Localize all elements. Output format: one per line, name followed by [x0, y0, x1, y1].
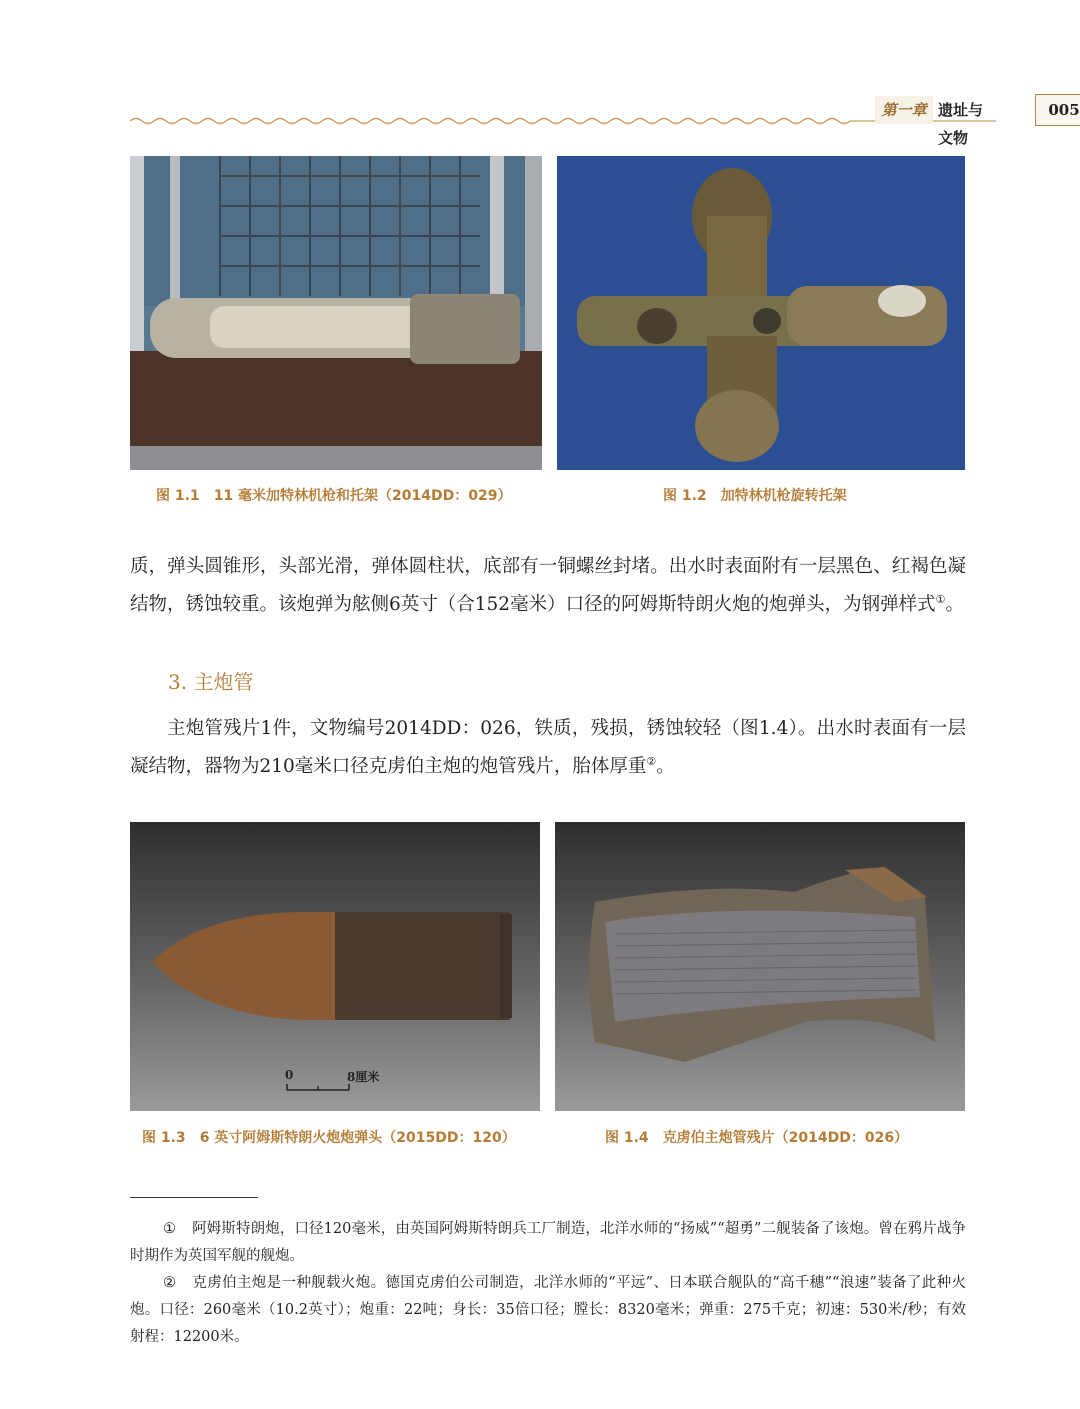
- section-heading: 3. 主炮管: [168, 670, 254, 694]
- paragraph-text: 主炮管残片1件，文物编号2014DD：026，铁质，残损，锈蚀较轻（图1.4）。出水时表面有一层凝结物，器物为210毫米口径克虏伯主炮的炮管残片，胎体厚重: [130, 718, 966, 777]
- body-paragraph-2: [130, 712, 966, 783]
- header-wave-rule: [130, 114, 996, 128]
- footnote-text: 阿姆斯特朗炮，口径120毫米，由英国阿姆斯特朗兵工厂制造，北洋水师的“扬威”“超勇”二舰装备了该炮。曾在鸦片战争时期作为英国军舰的舰炮。: [130, 1221, 967, 1264]
- chapter-label: 第一章: [875, 96, 933, 124]
- photo-krupp-barrel-fragment: [555, 822, 965, 1111]
- footnote-text: 克虏伯主炮是一种舰载火炮。德国克虏伯公司制造，北洋水师的“平远”、日本联合舰队的“高千穗”“浪速”装备了此种火炮。口径：260毫米（10.2英寸）；炮重：22吨；身长：35倍口径；膛长：8320毫米；弹重：275千克；初速：530米/秒；有效射程：12200米。: [130, 1275, 966, 1345]
- scale-start: 0: [285, 1068, 294, 1082]
- paragraph-text: 质，弹头圆锥形，头部光滑，弹体圆柱状，底部有一铜螺丝封堵。出水时表面附有一层黑色、红褐色凝结物，锈蚀较重。该炮弹为舷侧6英寸（合152毫米）口径的阿姆斯特朗火炮的炮弹头，为钢弹样式: [130, 556, 966, 615]
- cloud-ornament-icon: [1070, 102, 1080, 130]
- figure-caption-text: 6 英寸阿姆斯特朗火炮炮弹头（2015DD：120）: [199, 1130, 516, 1146]
- figure-caption-text: 11 毫米加特林机枪和托架（2014DD：029）: [213, 488, 512, 504]
- figure-caption-1-4: [605, 1127, 908, 1147]
- section-title: 遗址与文物: [938, 101, 984, 147]
- footnote-2: [130, 1270, 966, 1351]
- figure-number: 图 1.1: [156, 488, 200, 504]
- running-header: [130, 92, 1080, 147]
- figure-caption-1-3: [142, 1127, 516, 1147]
- figure-caption-1-1: [156, 485, 511, 505]
- footnote-ref-2[interactable]: ②: [646, 755, 657, 768]
- figure-number: 图 1.4: [605, 1130, 649, 1146]
- footnote-1: [130, 1216, 966, 1270]
- scale-bar-line: [283, 1082, 353, 1092]
- paragraph-end: 。: [656, 756, 675, 777]
- footnote-mark: ①: [163, 1221, 177, 1237]
- figure-caption-1-2: [663, 485, 847, 505]
- photo-gatling-mount: [557, 156, 965, 470]
- footnote-ref-1[interactable]: ①: [935, 593, 946, 606]
- paragraph-end: 。: [945, 594, 964, 615]
- figure-caption-text: 克虏伯主炮管残片（2014DD：026）: [662, 1130, 909, 1146]
- photo-gatling-gun: [130, 156, 542, 470]
- page-number: 005: [1035, 94, 1080, 126]
- figure-number: 图 1.3: [142, 1130, 186, 1146]
- footnote-mark: ②: [163, 1275, 177, 1291]
- figure-number: 图 1.2: [663, 488, 707, 504]
- body-paragraph-1: [130, 550, 966, 621]
- footnote-divider: [130, 1197, 258, 1198]
- scale-end: 8厘米: [347, 1070, 380, 1084]
- figure-caption-text: 加特林机枪旋转托架: [720, 488, 847, 504]
- scale-bar: [283, 1068, 403, 1098]
